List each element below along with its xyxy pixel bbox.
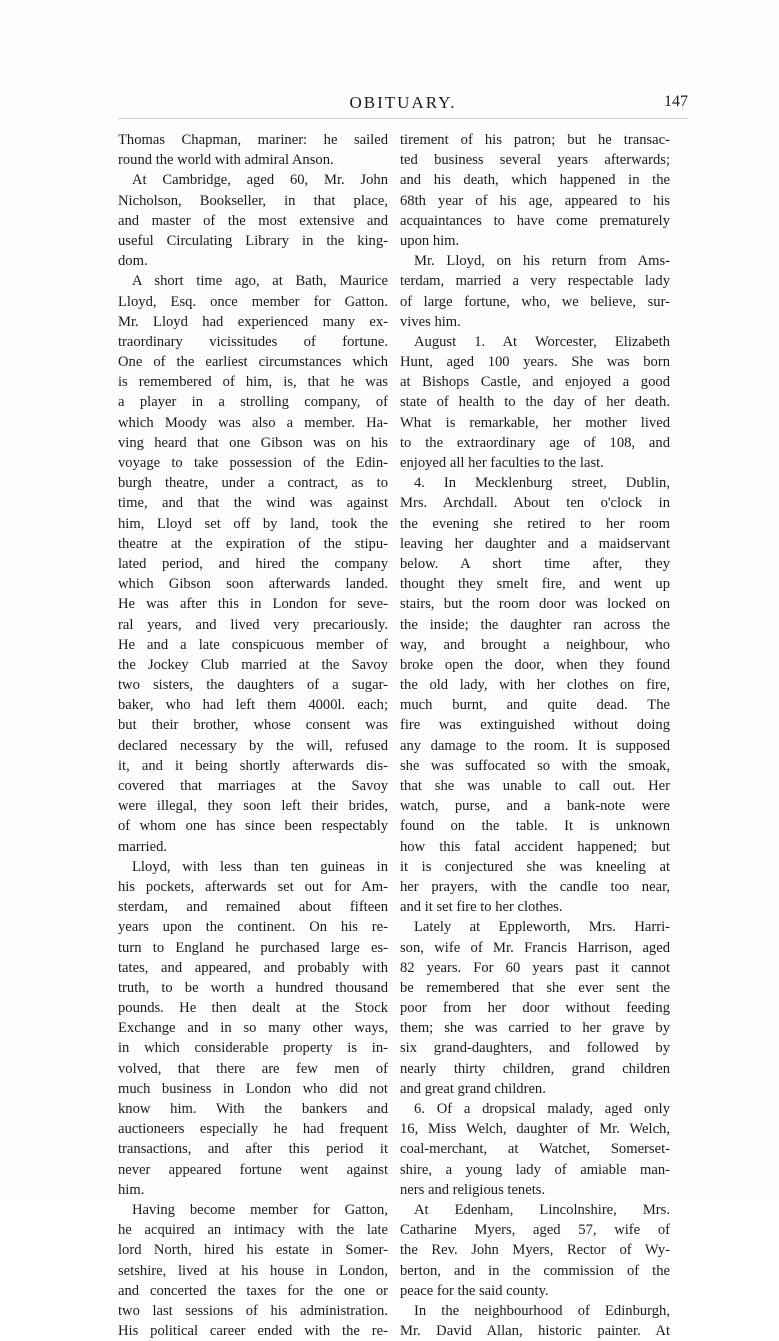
text-line: Lloyd, Esq. once member for Gatton.: [118, 293, 388, 310]
text-line: be remembered that she ever sent the: [400, 979, 670, 996]
text-line: thought they smelt fire, and went up: [400, 576, 670, 593]
text-line: baker, who had left them 4000l. each;: [118, 697, 388, 714]
text-line: Thomas Chapman, mariner: he sailed: [118, 132, 388, 148]
running-head: [118, 93, 688, 115]
text-line: enjoyed all her faculties to the last.: [400, 455, 604, 471]
text-line: ted business several years afterwards;: [400, 152, 670, 169]
text-line: in which considerable property is in-: [118, 1040, 388, 1057]
text-line: know him. With the bankers and: [118, 1101, 388, 1117]
text-line: stairs, but the room door was locked on: [400, 596, 670, 613]
text-line: 68th year of his age, appeared to his: [400, 192, 670, 209]
text-line: the old lady, with her clothes on fire,: [400, 677, 670, 694]
text-line: voyage to take possession of the Edin-: [118, 455, 388, 471]
text-line: he acquired an intimacy with the late: [118, 1222, 388, 1239]
text-line: son, wife of Mr. Francis Harrison, aged: [400, 939, 670, 956]
text-line: 16, Miss Welch, daughter of Mr. Welch,: [400, 1121, 670, 1138]
text-line: state of health to the day of her death.: [400, 394, 670, 411]
page-number: 147: [664, 93, 688, 110]
text-line: A short time ago, at Bath, Maurice: [132, 273, 388, 290]
text-line: dom.: [118, 253, 148, 270]
text-line: him, Lloyd set off by land, took the: [118, 515, 388, 532]
text-line: two last sessions of his administration.: [118, 1302, 388, 1319]
text-line: leaving her daughter and a maidservant: [400, 535, 670, 552]
text-line: sterdam, and remained about fifteen: [118, 899, 388, 916]
text-line: time, and that the wind was against: [118, 495, 388, 512]
text-line: theatre at the expiration of the stipu-: [118, 535, 388, 552]
text-line: a player in a strolling company, of: [118, 394, 388, 411]
text-line: pounds. He then dealt at the Stock: [118, 1000, 388, 1017]
text-line: and it set fire to her clothes.: [400, 899, 563, 916]
text-line: volved, that there are few men of: [118, 1060, 388, 1077]
text-line: two sisters, the daughters of a sugar-: [118, 677, 388, 694]
text-line: any damage to the room. It is supposed: [400, 737, 670, 754]
text-line: below. A short time after, they: [400, 555, 670, 572]
text-line: Mr. Lloyd, on his return from Ams-: [414, 253, 670, 270]
text-line: At Edenham, Lincolnshire, Mrs.: [414, 1201, 670, 1218]
text-line: What is remarkable, her mother lived: [400, 414, 670, 431]
text-line: fire was extinguished without doing: [400, 717, 670, 734]
text-line: Exchange and in so many other ways,: [118, 1020, 388, 1037]
text-line: lated period, and hired the company: [118, 555, 388, 572]
text-line: watch, purse, and a bank-note were: [400, 798, 670, 815]
header-rule: [118, 118, 688, 119]
text-line: and his death, which happened in the: [400, 172, 670, 189]
text-line: is remembered of him, is, that he was: [118, 374, 388, 391]
text-line: which Moody was also a member. Ha-: [118, 414, 388, 431]
text-line: He was after this in London for seve-: [118, 596, 388, 613]
text-line: At Cambridge, aged 60, Mr. John: [132, 172, 388, 189]
text-line: transactions, and after this period it: [118, 1141, 388, 1158]
text-line: of large fortune, who, we believe, sur-: [400, 293, 670, 310]
text-line: and concerted the taxes for the one or: [118, 1282, 388, 1299]
text-line: 6. Of a dropsical malady, aged only: [414, 1101, 670, 1117]
text-line: of whom one has since been respectably: [118, 818, 388, 835]
text-line: years upon the continent. On his re-: [118, 919, 388, 936]
text-line: Mr. Lloyd had experienced many ex-: [118, 313, 388, 330]
text-line: much business in London who did not: [118, 1080, 388, 1097]
text-line: 4. In Mecklenburg street, Dublin,: [414, 475, 670, 492]
text-line: never appeared fortune went against: [118, 1161, 388, 1178]
text-line: 82 years. For 60 years past it cannot: [400, 959, 670, 976]
text-line: berton, and in the commission of the: [400, 1262, 670, 1279]
right-column: [400, 130, 670, 1341]
text-line: ving heard that one Gibson was on his: [118, 434, 388, 451]
text-line: married.: [118, 838, 168, 855]
text-line: much burnt, and quite dead. The: [400, 697, 670, 714]
text-line: the evening she retired to her room: [400, 515, 670, 532]
text-line: six grand-daughters, and followed by: [400, 1040, 670, 1057]
text-line: and master of the most extensive and: [118, 212, 388, 229]
text-line: burgh theatre, under a contract, as to: [118, 475, 388, 492]
text-line: way, and brought a neighbour, who: [400, 636, 670, 653]
text-line: the Rev. John Myers, Rector of Wy-: [400, 1242, 670, 1259]
text-line: One of the earliest circumstances which: [118, 354, 388, 371]
text-line: Hunt, aged 100 years. She was born: [400, 354, 670, 371]
text-line: were illegal, they soon left their brides,: [118, 798, 388, 815]
text-line: ral years, and lived very precariously.: [118, 616, 388, 633]
text-line: nearly thirty children, grand children: [400, 1060, 670, 1077]
text-line: that she was unable to call out. Her: [400, 778, 670, 794]
text-line: she was suffocated so with the smoak,: [400, 757, 670, 774]
text-line: In the neighbourhood of Edinburgh,: [414, 1302, 670, 1319]
text-line: broke open the door, when they found: [400, 656, 670, 673]
text-line: Lately at Eppleworth, Mrs. Harri-: [414, 919, 670, 936]
text-line: at Bishops Castle, and enjoyed a good: [400, 374, 670, 391]
text-line: August 1. At Worcester, Elizabeth: [414, 333, 670, 350]
text-line: Nicholson, Bookseller, in that place,: [118, 192, 388, 209]
text-line: covered that marriages at the Savoy: [118, 778, 388, 794]
text-line: acquaintances to have come prematurely: [400, 212, 670, 229]
running-title: OBITUARY.: [349, 93, 457, 112]
text-line: Catharine Myers, aged 57, wife of: [400, 1222, 670, 1239]
text-line: setshire, lived at his house in London,: [118, 1262, 388, 1279]
text-line: turn to England he purchased large es-: [118, 939, 388, 956]
text-line: it, and it being shortly afterwards dis-: [118, 757, 388, 774]
text-line: lord North, hired his estate in Somer-: [118, 1242, 388, 1259]
text-line: and great grand children.: [400, 1080, 546, 1097]
text-line: His political career ended with the re-: [118, 1323, 388, 1340]
text-line: vives him.: [400, 313, 461, 330]
text-line: the inside; the daughter ran across the: [400, 616, 670, 633]
text-line: Mr. David Allan, historic painter. At: [400, 1323, 670, 1340]
text-line: useful Circulating Library in the king-: [118, 232, 388, 249]
text-line: her prayers, with the candle too near,: [400, 878, 670, 895]
text-line: terdam, married a very respectable lady: [400, 273, 670, 290]
text-line: shire, a young lady of amiable man-: [400, 1161, 670, 1178]
text-line: Having become member for Gatton,: [132, 1201, 388, 1218]
left-column: [118, 130, 388, 1341]
text-line: Mrs. Archdall. About ten o'clock in: [400, 495, 670, 512]
text-line: round the world with admiral Anson.: [118, 152, 334, 169]
text-line: truth, to be worth a hundred thousand: [118, 979, 388, 996]
text-line: auctioneers especially he had frequent: [118, 1121, 388, 1138]
text-line: which Gibson soon afterwards landed.: [118, 576, 388, 593]
text-line: coal-merchant, at Watchet, Somerset-: [400, 1141, 670, 1158]
text-line: tirement of his patron; but he transac-: [400, 132, 670, 148]
text-line: the Jockey Club married at the Savoy: [118, 656, 388, 673]
text-line: him.: [118, 1181, 145, 1198]
text-line: poor from her door without feeding: [400, 1000, 670, 1017]
text-line: them; she was carried to her grave by: [400, 1020, 670, 1037]
text-line: Lloyd, with less than ten guineas in: [132, 858, 388, 875]
text-line: traordinary vicissitudes of fortune.: [118, 333, 388, 350]
text-line: found on the table. It is unknown: [400, 818, 670, 835]
text-line: ners and religious tenets.: [400, 1181, 546, 1198]
text-line: He and a late conspicuous member of: [118, 636, 388, 653]
text-line: but their brother, whose consent was: [118, 717, 388, 734]
text-line: to the extraordinary age of 108, and: [400, 434, 670, 451]
text-line: it is conjectured she was kneeling at: [400, 858, 670, 875]
text-line: upon him.: [400, 232, 460, 249]
text-line: tates, and appeared, and probably with: [118, 959, 388, 976]
text-line: his pockets, afterwards set out for Am-: [118, 878, 388, 895]
text-line: peace for the said county.: [400, 1282, 549, 1299]
text-line: declared necessary by the will, refused: [118, 737, 388, 754]
text-line: how this fatal accident happened; but: [400, 838, 670, 855]
